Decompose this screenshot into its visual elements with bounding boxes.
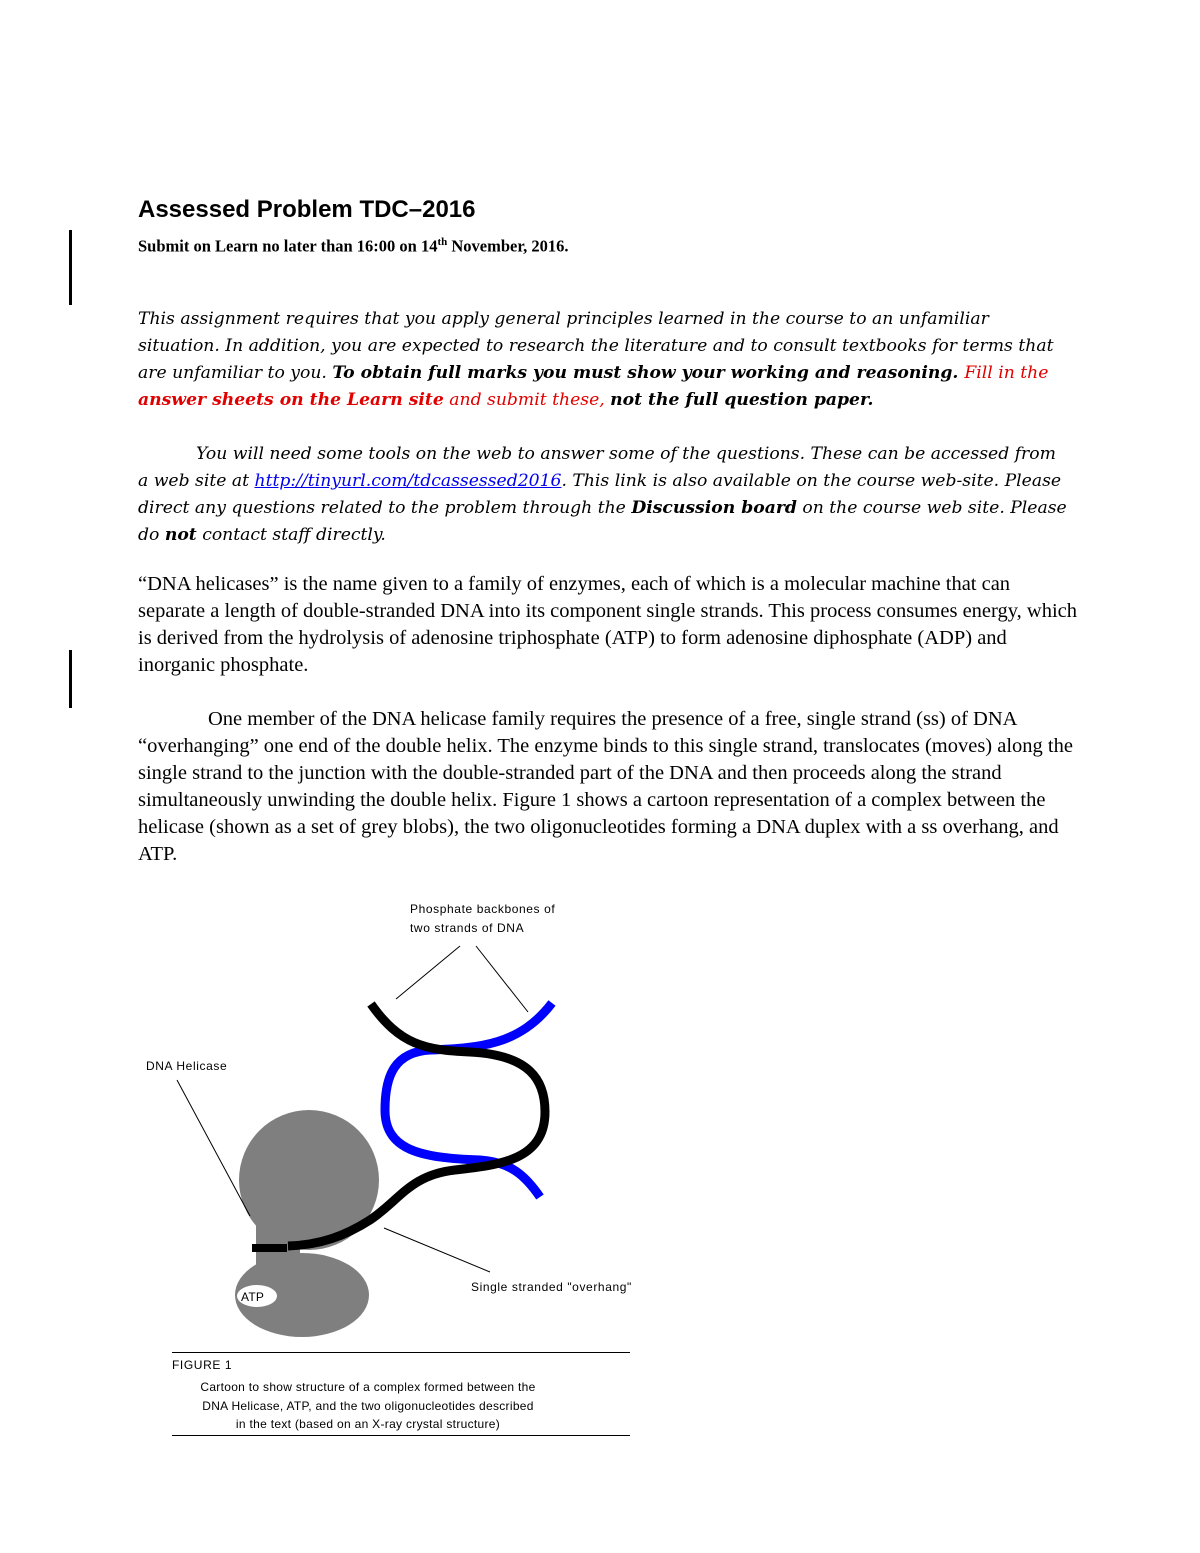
backbone-pointer-right	[476, 946, 528, 1012]
intro-fill-in: Fill in the	[964, 362, 1049, 383]
deadline-ordinal: th	[437, 236, 448, 248]
label-backbone-line-2: two strands of DNA	[410, 921, 525, 935]
overhang-pointer	[384, 1228, 490, 1272]
intro-text-1: This assignment requires that you apply general principles learned in the course to an unfamiliar situation. In addition, you are expected to research the literature and to consult textbooks for terms that are unfamiliar to you.	[138, 309, 1054, 383]
tools-text-3: on the course web site. Please do	[138, 497, 1067, 545]
helicase-paragraph: “DNA helicases” is the name given to a family of enzymes, each of which is a molecular machine that can separate a length of double-stranded DNA into its component single strands. This process consumes energy, which is derived from the hydrolysis of adenosine triphosphate (ATP) to form adenosine diphosphate (ADP) and inorganic phosphate.	[138, 573, 1078, 676]
figure-caption-rule-top	[172, 1352, 630, 1353]
label-overhang: Single stranded "overhang"	[471, 1280, 632, 1294]
backbone-pointer-left	[396, 946, 460, 999]
figure-caption-line-3: in the text (based on an X-ray crystal structure)	[235, 1417, 501, 1431]
tools-text-2: . This link is also available on the course web-site. Please direct any questions related to the problem through the	[138, 470, 1062, 518]
figure-caption-line-2: DNA Helicase, ATP, and the two oligonucleotides described	[202, 1398, 534, 1413]
page-title: Assessed Problem TDC–2016	[138, 196, 476, 223]
intro-marks-note: To obtain full marks you must show your working and reasoning	[332, 362, 953, 383]
figure-caption-title: FIGURE 1	[172, 1358, 233, 1372]
label-atp: ATP	[241, 1290, 265, 1304]
tools-text-4: contact staff directly.	[196, 524, 386, 545]
helicase-pointer	[177, 1080, 250, 1216]
intro-end: .	[867, 389, 874, 410]
discussion-board: Discussion board	[631, 497, 797, 518]
figure-caption-rule-bottom	[172, 1435, 630, 1436]
intro-not-full-paper: not the full question paper	[610, 389, 868, 410]
intro-period: .	[952, 362, 965, 383]
label-helicase: DNA Helicase	[146, 1059, 228, 1073]
tools-link[interactable]: http://tinyurl.com/tdcassessed2016	[254, 470, 562, 491]
deadline-text: Submit on Learn no later than 16:00 on 14	[138, 236, 438, 256]
figure-caption-line-1: Cartoon to show structure of a complex formed between the	[200, 1380, 536, 1394]
intro-answer-sheets: answer sheets on the Learn site	[138, 389, 444, 410]
tools-not: not	[164, 524, 197, 545]
label-backbone-line-1: Phosphate backbones of	[410, 902, 556, 916]
intro-submit-these: and submit these,	[443, 389, 611, 410]
helicase-family-text: One member of the DNA helicase family requires the presence of a free, single strand (ss) of DNA “overhanging” one end of the double helix. The enzyme binds to this single strand, translocates (moves) along the single strand to the junction with the double-stranded part of the DNA and then proceeds along the strand simultaneously unwinding the double helix. Figure 1 shows a cartoon representation of a complex between the helicase (shown as a set of grey blobs), the two oligonucleotides forming a DNA duplex with a ss overhang, and ATP.	[138, 708, 1073, 865]
tools-text-1: You will need some tools on the web to answer some of the questions. These can be accessed from a web site at	[138, 444, 1056, 491]
deadline-month: November, 2016.	[447, 236, 569, 256]
figure-caption	[172, 1378, 564, 1434]
